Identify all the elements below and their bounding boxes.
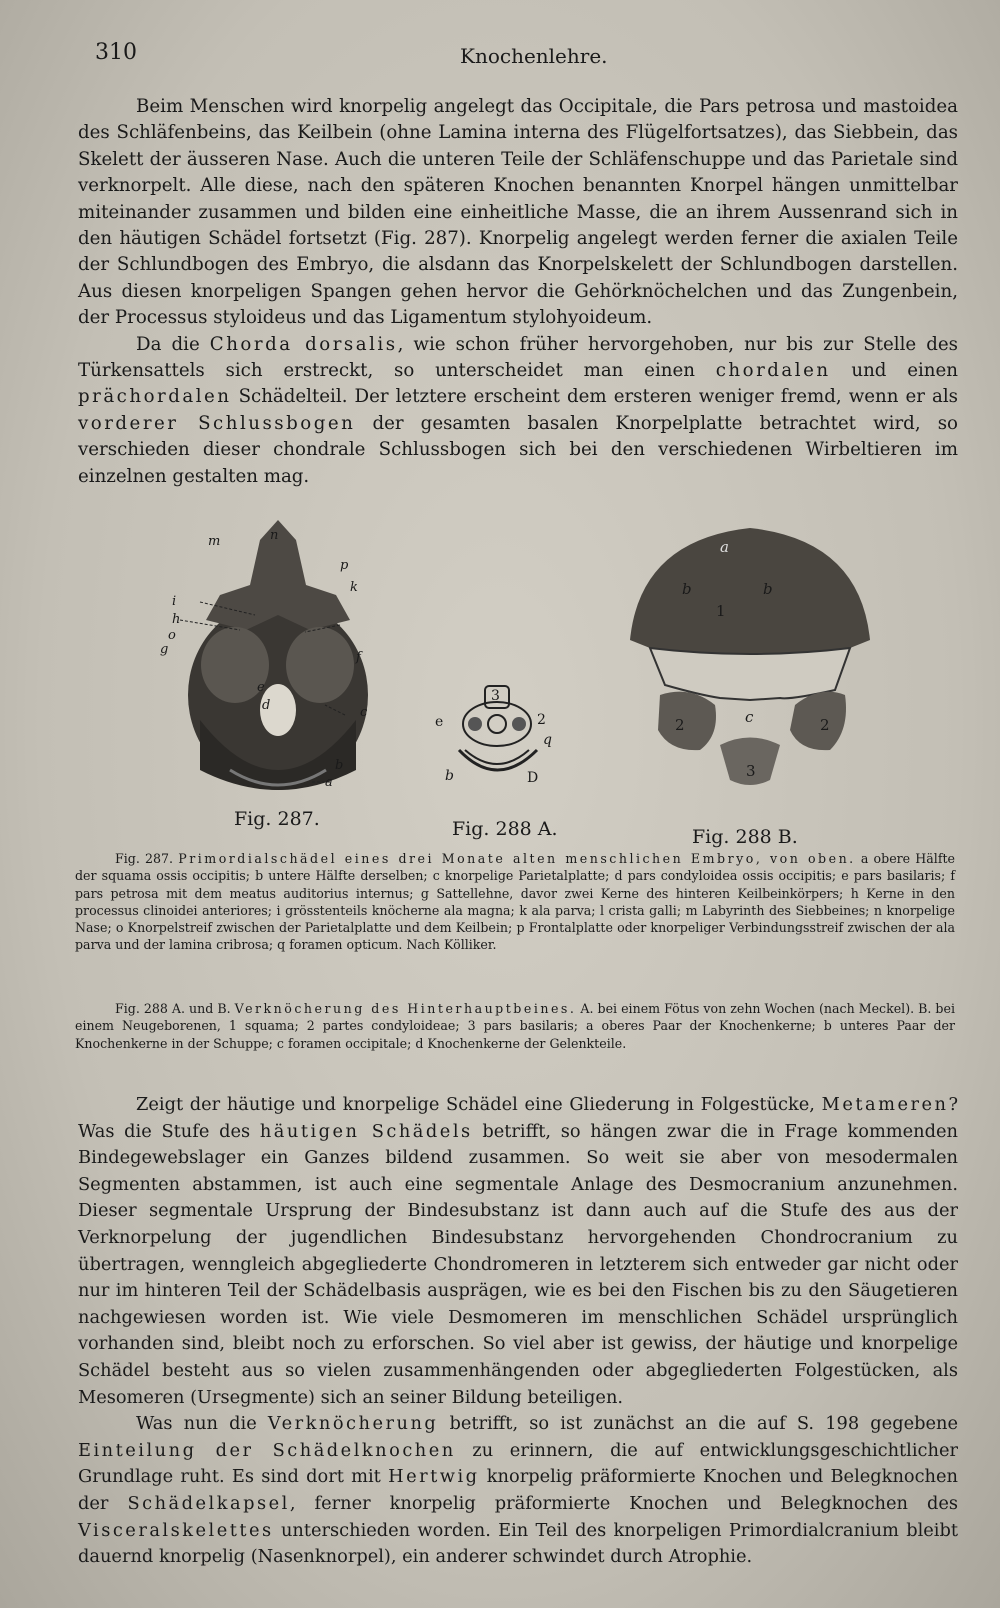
paragraph-cartilage: Beim Menschen wird knorpelig angelegt das Occipitale, die Pars petrosa und mastoidea des Schläfenbeins, das Keilbein (ohne Lamina interna des Flügelfortsatzes), das Siebbein, das Skelett der äusseren Nase. Auch die unteren Teile der Schläfenschuppe und das Parietale sind verknorpelt. Alle diese, nach den späteren Knochen benannten Knorpel hängen unmittelbar miteinander zusammen und bilden eine einheitliche Masse, die an ihrem Aussenrand sich in den häutigen Schädel fortsetzt (Fig. 287). Knorpelig angelegt werden ferner die axialen Teile der Schlundbogen des Embryo, die alsdann das Knorpelskelett der Schlundbogen darstellen. Aus diesen knorpeligen Spangen gehen hervor die Gehörknöchelchen und das Zungenbein, der Processus styloideus und das Ligamentum stylohyoideum. (78, 96, 958, 329)
spaced-term: Hertwig (388, 1466, 480, 1488)
label-letter: b (445, 768, 454, 784)
text-run: der gesamten basalen Knorpelplatte betrachtet wird, so verschieden dieser chondrale Schlussbogen sich bei den verschiedenen Wirbeltieren im einzelnen gestalten mag. (78, 412, 958, 487)
label-letter: 3 (746, 762, 756, 780)
label-letter: b (763, 580, 773, 598)
label-letter: m (208, 534, 221, 549)
figure-288b (620, 520, 940, 820)
spaced-term: Einteilung der Schädelknochen (78, 1439, 456, 1461)
label-letter: b (682, 580, 692, 598)
label-letter: e (435, 714, 444, 730)
text-run: betrifft, so hängen zwar die in Frage kommenden Bindegewebslager ein Ganzes bildend zusammen. So weit sie aber von mesodermalen Segmenten abstammen, ist auch eine segmentale Anlage des Desmocranium anzunehmen. Dieser segmentale Ursprung der Bindesubstanz ist dann auch auf die Stufe des aus der Verknorpelung der jugendlichen Bindesubstanz hervorgehenden Chondrocranium zu übertragen, wenngleich abgegliederte Chondromeren in letzterem sich entweder gar nicht oder nur im hinteren Teil der Schädelbasis ausprägen, wie es bei den Fischen bis zu den Säugetieren nachgewiesen worden ist. Wie viele Desmomeren im menschlichen Schädel ursprünglich vorhanden sind, bleibt noch zu erforschen. So viel aber ist gewiss, der häutige und knorpelige Schädel besteht aus so vielen zusammenhängenden oder abgegliederten Folgestücken, als Mesomeren (Ursegmente) sich an seiner Bildung beteiligen. (78, 1120, 958, 1408)
figure-288a-label: Fig. 288 A. (452, 818, 558, 840)
paragraph-verknoecherung (78, 1411, 958, 1571)
spaced-term: vorderer Schlussbogen (78, 412, 356, 434)
text-run: zu erinnern, die auf entwicklungsgeschichtlicher Grundlage ruht. Es sind dort mit (78, 1439, 958, 1488)
label-letter: f (356, 650, 361, 665)
text-run: knorpelig präformierte Knochen und Belegknochen der (78, 1466, 958, 1514)
paragraph-metameren (78, 1092, 958, 1411)
text-run: unterschieden worden. Ein Teil des knorpeligen Primordialcranium bleibt dauernd knorpelig (Nasenknorpel), ein anderer schwindet durch Atrophie. (78, 1519, 958, 1568)
spaced-term: Schädelkapsel (127, 1492, 290, 1514)
spaced-term: häutigen Schädels (259, 1120, 473, 1142)
label-letter: a (325, 775, 333, 790)
figure-287 (160, 520, 390, 805)
label-letter: o (168, 628, 176, 643)
label-letter: c (745, 708, 754, 726)
body-text-bottom (78, 1092, 958, 1571)
label-letter: k (350, 580, 358, 595)
spaced-term: prächordalen (78, 386, 232, 408)
label-letter: D (527, 770, 539, 786)
caption-287-text (75, 850, 955, 954)
label-letter: 2 (675, 716, 685, 734)
label-letter: d (262, 698, 271, 713)
body-text-top (78, 94, 958, 490)
text-run: Was nun die (136, 1413, 268, 1435)
occipital-illustration-288b (620, 520, 940, 820)
label-letter: c (360, 705, 368, 720)
label-letter: q (543, 732, 552, 748)
label-letter: 2 (820, 716, 830, 734)
figure-288a (435, 680, 555, 790)
caption-title: Primordialschädel eines drei Monate alten menschlichen Embryo, von oben. (178, 851, 856, 866)
caption-body: a obere Hälfte der squama ossis occipitis; b untere Hälfte derselben; c knorpelige Parietalplatte; d pars condyloidea ossis occipitis; e pars basilaris; f pars petrosa mit dem meatus auditorius internus; g Sattellehne, davor zwei Kerne des hinteren Keilbeinkörpers; h Kerne in den processus clinoidei anteriores; i grösstenteils knöcherne ala magna; k ala parva; l crista galli; m Labyrinth des Siebbeines; n knorpelige Nase; o Knorpelstreif zwischen der Parietalplatte und dem Keilbein; p Frontalplatte oder knorpeliger Verbindungsstreif zwischen der ala parva und der lamina cribrosa; q foramen opticum. Nach Kölliker. (75, 851, 955, 953)
spaced-term: chordalen (715, 360, 831, 382)
text-run: und einen (830, 360, 958, 382)
label-letter: b (335, 758, 344, 773)
caption-figure-288 (75, 1000, 955, 1052)
figure-287-label: Fig. 287. (234, 808, 320, 830)
label-letter: i (172, 594, 177, 609)
label-letter: g (160, 642, 169, 657)
label-letter: 1 (716, 602, 726, 620)
label-letter: e (257, 680, 265, 695)
caption-fig-ref: Fig. 288 A. und B. (115, 1001, 231, 1016)
label-letter: p (340, 558, 349, 573)
label-letter: n (270, 528, 279, 543)
caption-body: A. bei einem Fötus von zehn Wochen (nach Meckel). B. bei einem Neugeborenen, 1 squama; 2 partes condyloideae; 3 pars basilaris; a oberes Paar der Knochenkerne; b unteres Paar der Knochenkerne in der Schuppe; c foramen occipitale; d Knochenkerne der Gelenkteile. (75, 1001, 955, 1051)
spaced-term: Metameren (821, 1094, 949, 1115)
text-run: Zeigt der häutige und knorpelige Schädel eine Gliederung in Folgestücke, (136, 1094, 822, 1115)
label-letter: 2 (537, 712, 546, 728)
caption-288-text (75, 1000, 955, 1052)
text-run: Schädelteil. Der letztere erscheint dem ersteren weniger fremd, wenn er als (231, 386, 958, 408)
caption-figure-287 (75, 850, 955, 954)
text-run: Da die (136, 333, 210, 355)
paragraph-chorda (78, 332, 958, 490)
label-letter: a (720, 538, 729, 556)
text-run: , ferner knorpelig präformierte Knochen und Belegknochen des (289, 1492, 958, 1514)
caption-title: Verknöcherung des Hinterhauptbeines. (234, 1001, 577, 1016)
text-run: ? Was die Stufe des (78, 1094, 958, 1142)
spaced-term: Chorda dorsalis (209, 333, 398, 355)
page-header (95, 40, 940, 76)
caption-fig-ref: Fig. 287. (115, 851, 174, 866)
occipital-illustration-288a (445, 680, 555, 790)
text-run: betrifft, so ist zunächst an die auf S. 198 gegebene (438, 1413, 958, 1435)
spaced-term: Verknöcherung (267, 1413, 439, 1435)
label-letter: h (172, 612, 181, 627)
text-run: , wie schon früher hervorgehoben, nur bis zur Stelle des Türkensattels sich erstreckt, so unterscheidet man einen (78, 333, 958, 382)
spaced-term: Visceralskelettes (78, 1519, 274, 1541)
running-title: Knochenlehre. (460, 44, 608, 68)
figure-288b-label: Fig. 288 B. (692, 826, 798, 848)
label-letter: 3 (491, 688, 500, 704)
page-number: 310 (95, 40, 137, 65)
